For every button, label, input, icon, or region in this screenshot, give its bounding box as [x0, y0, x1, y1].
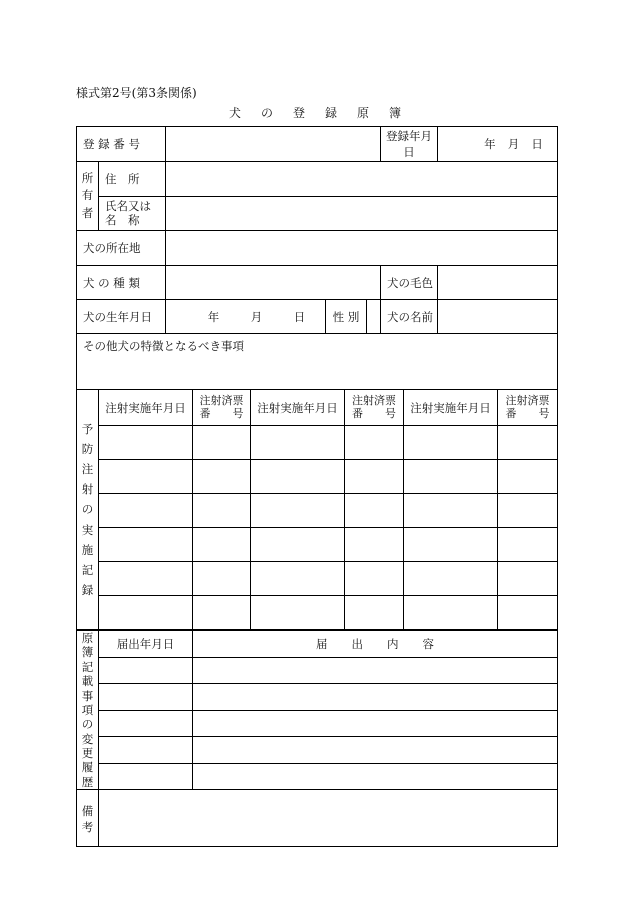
ticket-number-cell[interactable]: [345, 596, 404, 630]
ticket-number-cell[interactable]: [345, 494, 404, 528]
vaccination-table: [76, 389, 558, 630]
notification-date-header: 届出年月日: [99, 631, 193, 658]
reg-number-label: 登 録 番 号: [77, 127, 166, 162]
dog-name-label: 犬の名前: [381, 300, 438, 334]
ticket-number-cell[interactable]: [498, 460, 558, 494]
document-title: 犬 の 登 録 原 簿: [228, 106, 402, 120]
injection-date-cell[interactable]: [99, 426, 193, 460]
notification-date-cell[interactable]: [99, 657, 193, 684]
history-row: [77, 657, 558, 684]
address-field[interactable]: [166, 162, 558, 197]
name-label: 氏名又は 名 称: [99, 197, 166, 231]
history-table: [76, 630, 558, 847]
ticket-number-cell[interactable]: [193, 494, 251, 528]
location-label: 犬の所在地: [77, 231, 166, 266]
history-row: [77, 710, 558, 737]
injection-date-cell[interactable]: [99, 562, 193, 596]
injection-date-cell[interactable]: [99, 494, 193, 528]
breed-label: 犬 の 種 類: [77, 266, 166, 300]
history-row: [77, 684, 558, 711]
vaccination-row: [77, 460, 558, 494]
ticket-number-cell[interactable]: [193, 562, 251, 596]
vaccination-row: [77, 426, 558, 460]
sex-field[interactable]: [367, 300, 380, 333]
injection-date-cell[interactable]: [404, 562, 498, 596]
ticket-number-cell[interactable]: [498, 562, 558, 596]
reg-date-label: 登録年月日: [381, 127, 438, 162]
name-field[interactable]: [166, 197, 558, 231]
ticket-number-header: 注射済票 番 号: [498, 390, 558, 426]
form-number: 様式第2号(第3条関係): [76, 86, 197, 100]
breed-field[interactable]: [166, 266, 381, 300]
notification-content-cell[interactable]: [193, 763, 558, 790]
notification-content-cell[interactable]: [193, 710, 558, 737]
notification-content-cell[interactable]: [193, 737, 558, 764]
ticket-number-cell[interactable]: [193, 460, 251, 494]
ticket-number-cell[interactable]: [345, 562, 404, 596]
remarks-field[interactable]: [99, 790, 558, 847]
ticket-number-header: 注射済票 番 号: [193, 390, 251, 426]
ticket-number-cell[interactable]: [498, 528, 558, 562]
ticket-number-cell[interactable]: [498, 596, 558, 630]
ticket-number-cell[interactable]: [345, 460, 404, 494]
injection-date-cell[interactable]: [251, 494, 345, 528]
location-field[interactable]: [166, 231, 558, 266]
injection-date-cell[interactable]: [99, 528, 193, 562]
vaccination-row: [77, 596, 558, 630]
injection-date-header: 注射実施年月日: [99, 390, 193, 426]
ticket-number-cell[interactable]: [193, 596, 251, 630]
ticket-number-cell[interactable]: [498, 494, 558, 528]
ticket-number-cell[interactable]: [345, 528, 404, 562]
ticket-number-header: 注射済票 番 号: [345, 390, 404, 426]
owner-label: 所 有 者: [77, 162, 99, 231]
vaccination-row: [77, 494, 558, 528]
birth-label: 犬の生年月日: [77, 300, 166, 334]
reg-number-field[interactable]: [166, 127, 381, 162]
ticket-number-cell[interactable]: [193, 426, 251, 460]
features-label: その他犬の特徴となるべき事項: [83, 339, 244, 353]
vaccination-row: [77, 528, 558, 562]
injection-date-cell[interactable]: [404, 596, 498, 630]
sex-cell: [326, 300, 381, 334]
injection-date-cell[interactable]: [404, 426, 498, 460]
remarks-label: 備 考: [77, 790, 99, 847]
notification-date-cell[interactable]: [99, 710, 193, 737]
history-row: [77, 763, 558, 790]
injection-date-cell[interactable]: [251, 562, 345, 596]
injection-date-cell[interactable]: [251, 596, 345, 630]
history-row: [77, 737, 558, 764]
dog-name-field[interactable]: [438, 300, 558, 334]
injection-date-cell[interactable]: [251, 426, 345, 460]
notification-content-cell[interactable]: [193, 657, 558, 684]
registry-table: [76, 126, 558, 390]
history-side-label: 原 簿 記 載 事 項 の 変 更 履 歴: [77, 631, 99, 790]
address-label: 住 所: [99, 162, 166, 197]
injection-date-cell[interactable]: [251, 528, 345, 562]
notification-date-cell[interactable]: [99, 763, 193, 790]
injection-date-cell[interactable]: [251, 460, 345, 494]
coat-field[interactable]: [438, 266, 558, 300]
reg-date-field[interactable]: 年 月 日: [438, 127, 558, 162]
vaccination-side-label: 予 防 注 射 の 実 施 記 録: [77, 390, 99, 630]
ticket-number-cell[interactable]: [498, 426, 558, 460]
injection-date-cell[interactable]: [99, 460, 193, 494]
notification-content-header: 届 出 内 容: [193, 631, 558, 658]
injection-date-cell[interactable]: [99, 596, 193, 630]
notification-date-cell[interactable]: [99, 737, 193, 764]
injection-date-header: 注射実施年月日: [404, 390, 498, 426]
ticket-number-cell[interactable]: [345, 426, 404, 460]
coat-label: 犬の毛色: [381, 266, 438, 300]
notification-content-cell[interactable]: [193, 684, 558, 711]
features-field[interactable]: [77, 334, 558, 390]
injection-date-cell[interactable]: [404, 494, 498, 528]
birth-date-field[interactable]: 年 月 日: [166, 300, 326, 334]
injection-date-cell[interactable]: [404, 528, 498, 562]
sex-label: 性 別: [326, 300, 367, 333]
injection-date-header: 注射実施年月日: [251, 390, 345, 426]
ticket-number-cell[interactable]: [193, 528, 251, 562]
vaccination-row: [77, 562, 558, 596]
injection-date-cell[interactable]: [404, 460, 498, 494]
notification-date-cell[interactable]: [99, 684, 193, 711]
